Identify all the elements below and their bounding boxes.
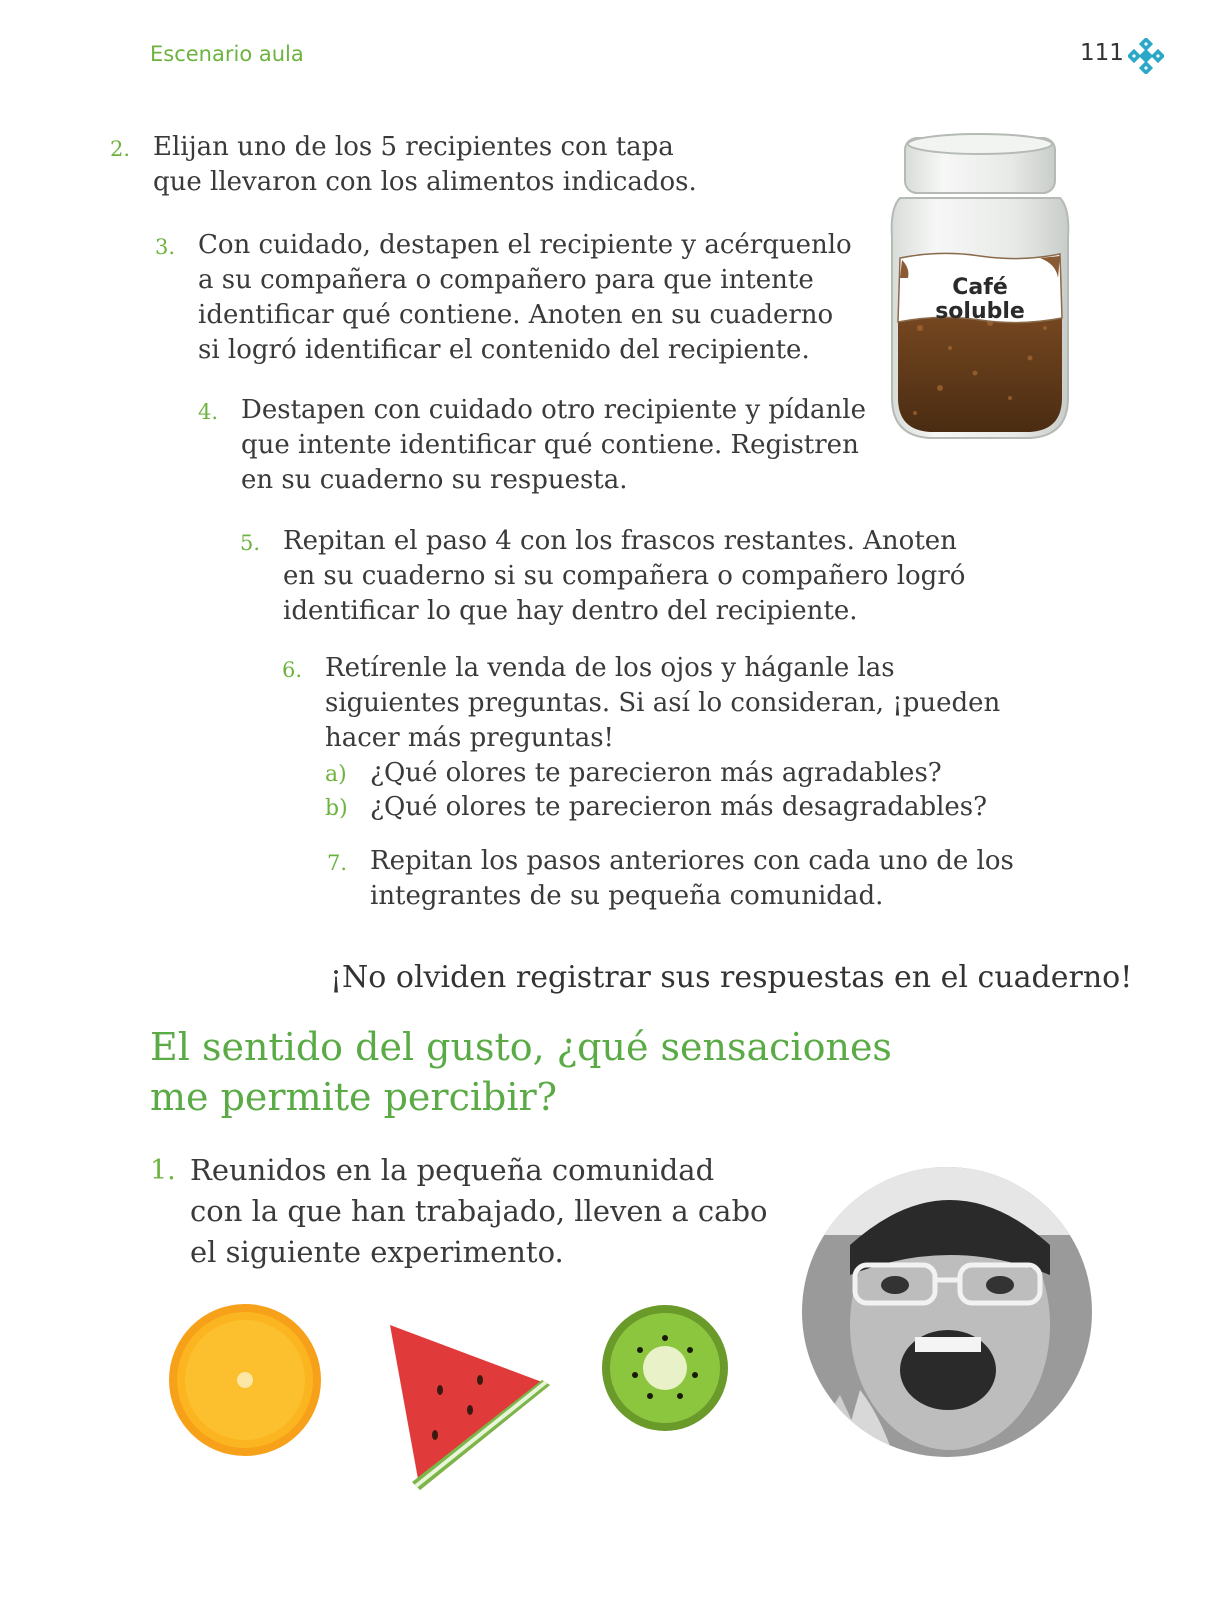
step-4 xyxy=(197,393,866,498)
question-letter: a) xyxy=(325,762,347,787)
step-line: identificar qué contiene. Anoten en su cuaderno xyxy=(198,300,834,330)
question-text: ¿Qué olores te parecieron más desagradables? xyxy=(370,792,988,822)
watermelon-slice-icon xyxy=(390,1325,550,1490)
step-number: 1. xyxy=(150,1155,176,1186)
step-line: si logró identificar el contenido del recipiente. xyxy=(198,335,810,365)
step-2 xyxy=(109,130,697,200)
step-line: identificar lo que hay dentro del recipiente. xyxy=(283,596,858,626)
step-line: a su compañera o compañero para que intente xyxy=(198,265,814,295)
step-number: 4. xyxy=(197,400,218,424)
section-title-line: me permite percibir? xyxy=(150,1075,558,1119)
step-7 xyxy=(326,844,1014,914)
step-line: en su cuaderno si su compañera o compañero logró xyxy=(283,561,966,591)
fruits-image xyxy=(160,1300,750,1500)
step-5 xyxy=(239,524,966,629)
kiwi-slice-icon xyxy=(602,1305,728,1431)
question-b xyxy=(325,790,987,826)
section-header: Escenario aula xyxy=(150,42,304,66)
step-line: que llevaron con los alimentos indicados. xyxy=(153,167,697,197)
step-line: Repitan los pasos anteriores con cada uno de los xyxy=(370,846,1014,876)
boy-photo xyxy=(800,1165,1095,1460)
orange-slice-icon xyxy=(169,1304,321,1456)
step-line: Destapen con cuidado otro recipiente y pídanle xyxy=(241,395,866,425)
step-line: con la que han trabajado, lleven a cabo xyxy=(190,1194,768,1228)
step-number: 6. xyxy=(281,658,302,682)
step-6 xyxy=(281,651,1001,756)
step-3 xyxy=(154,228,852,368)
step-line: siguientes preguntas. Si así lo consideran, ¡pueden xyxy=(325,688,1001,718)
sep-logo-icon xyxy=(1128,38,1164,74)
reminder-text: ¡No olviden registrar sus respuestas en el cuaderno! xyxy=(330,960,1133,995)
coffee-jar-image xyxy=(880,128,1080,448)
step-line: integrantes de su pequeña comunidad. xyxy=(370,881,884,911)
step-line: Con cuidado, destapen el recipiente y acérquenlo xyxy=(198,230,852,260)
step-number: 7. xyxy=(326,851,347,875)
step-line: que intente identificar qué contiene. Registren xyxy=(241,430,859,460)
step-line: Retírenle la venda de los ojos y háganle las xyxy=(325,653,895,683)
question-letter: b) xyxy=(325,796,348,821)
section-title-line: El sentido del gusto, ¿qué sensaciones xyxy=(150,1025,892,1069)
step-line: Repitan el paso 4 con los frascos restantes. Anoten xyxy=(283,526,957,556)
question-a xyxy=(325,756,942,792)
step-number: 5. xyxy=(239,531,260,555)
step-number: 2. xyxy=(109,137,130,161)
step-line: en su cuaderno su respuesta. xyxy=(241,465,628,495)
section-title xyxy=(150,1022,892,1122)
jar-label-line: Café xyxy=(952,275,1008,300)
step-line: Elijan uno de los 5 recipientes con tapa xyxy=(153,132,674,162)
step-line: Reunidos en la pequeña comunidad xyxy=(190,1153,715,1187)
question-text: ¿Qué olores te parecieron más agradables? xyxy=(370,758,942,788)
jar-label-line: soluble xyxy=(935,299,1025,324)
step-line: el siguiente experimento. xyxy=(190,1235,564,1269)
section-step-1 xyxy=(150,1150,768,1273)
page-number: 111 xyxy=(1080,40,1124,66)
step-number: 3. xyxy=(154,235,175,259)
step-line: hacer más preguntas! xyxy=(325,723,614,753)
